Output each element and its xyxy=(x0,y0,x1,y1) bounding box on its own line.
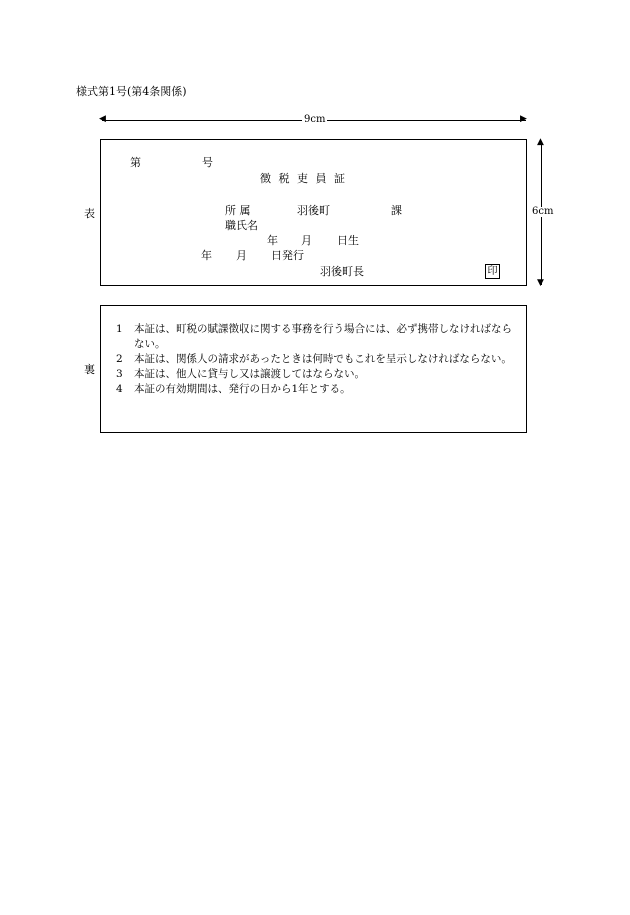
height-label: 6cm xyxy=(532,206,554,217)
arrow-down-icon: ▼ xyxy=(537,278,544,288)
card-title: 徴 税 吏 員 証 xyxy=(260,172,347,185)
note-item-1 xyxy=(116,322,521,352)
mayor-title: 羽後町長 xyxy=(320,265,364,278)
note-number: 2 xyxy=(116,353,123,365)
card-number-prefix: 第 xyxy=(130,156,141,169)
note-number: 1 xyxy=(116,323,123,335)
note-item-4 xyxy=(116,382,521,397)
note-number: 4 xyxy=(116,383,123,395)
affiliation-town: 羽後町 xyxy=(297,204,330,217)
note-item-3 xyxy=(116,367,521,382)
back-notes-list xyxy=(116,322,521,397)
name-label: 職氏名 xyxy=(225,219,258,232)
width-label: 9cm xyxy=(304,114,326,125)
birth-month: 月 xyxy=(301,234,312,247)
back-side-label: 裏 xyxy=(84,363,95,376)
note-text: 本証は、関係人の請求があったときは何時でもこれを呈示しなければならない。 xyxy=(134,353,512,365)
note-text: 本証は、他人に貸与し又は譲渡してはならない。 xyxy=(134,368,365,380)
note-text: 本証の有効期間は、発行の日から1年とする。 xyxy=(134,383,351,395)
front-card xyxy=(100,139,527,286)
affiliation-section: 課 xyxy=(391,204,402,217)
seal-stamp-icon: 印 xyxy=(485,264,500,279)
note-text: 本証は、町税の賦課徴収に関する事務を行う場合には、必ず携帯しなければならない。 xyxy=(134,323,512,350)
issue-day: 日発行 xyxy=(271,249,304,262)
arrow-right-icon: ▶ xyxy=(520,114,527,124)
issue-year: 年 xyxy=(201,249,212,262)
form-title: 様式第1号(第4条関係) xyxy=(76,85,187,98)
issue-month: 月 xyxy=(236,249,247,262)
arrow-up-icon: ▲ xyxy=(537,137,544,147)
affiliation-label: 所 属 xyxy=(225,204,251,217)
note-number: 3 xyxy=(116,368,123,380)
front-side-label: 表 xyxy=(84,207,95,220)
card-number-suffix: 号 xyxy=(202,156,213,169)
note-item-2 xyxy=(116,352,521,367)
birth-day: 日生 xyxy=(337,234,359,247)
arrow-left-icon: ◀ xyxy=(99,114,106,124)
birth-year: 年 xyxy=(267,234,278,247)
